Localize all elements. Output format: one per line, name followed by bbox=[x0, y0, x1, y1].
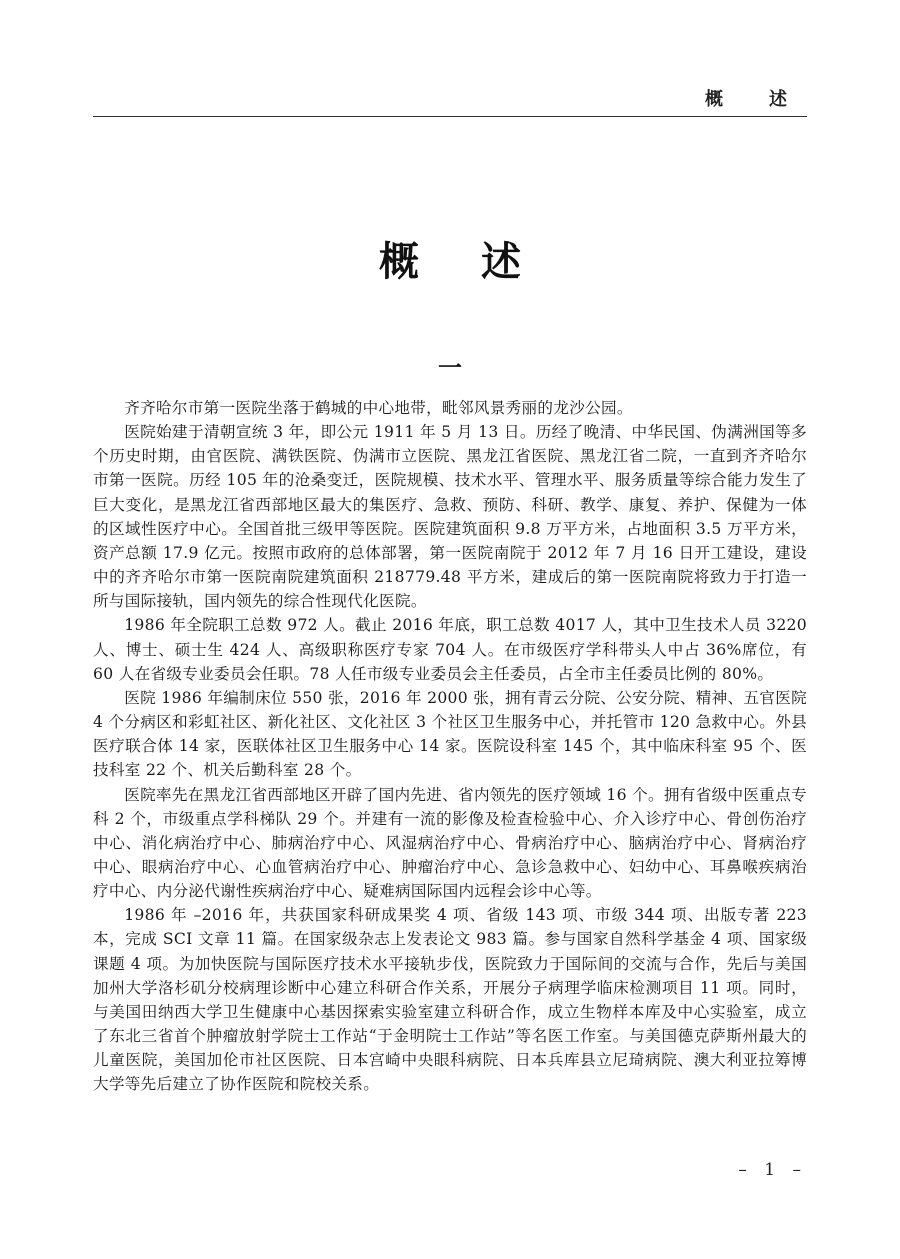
running-header-title: 概 述 bbox=[705, 89, 801, 110]
body-text bbox=[93, 396, 807, 1097]
chapter-title: 概述 bbox=[379, 239, 583, 285]
paragraph-research-cooperation: 1986 年 –2016 年，共获国家科研成果奖 4 项、省级 143 项、市级 344 项、出版专著 223 本，完成 SCI 文章 11 篇。在国家级杂志上发表论文 983 篇。参与国家自然科学基金 4 项、国家级课题 4 项。为加快医院与国际医疗技术水平接轨步伐，医院致力于国际间的交流与合作，先后与美国加州大学洛杉矶分校病理诊断中心建立科研合作关系，开展分子病理学临床检测项目 11 项。同时，与美国田纳西大学卫生健康中心基因探索实验室建立科研合作，成立生物样本库及中心实验室，成立了东北三省首个肿瘤放射学院士工作站“于金明院士工作站”等名医工作室。与美国德克萨斯州最大的儿童医院，美国加伦市社区医院、日本宫崎中央眼科病院、日本兵库县立尼琦病院、澳大利亚拉筹博大学等先后建立了协作医院和院校关系。 bbox=[93, 906, 807, 1094]
paragraph-medical-centers: 医院率先在黑龙江省西部地区开辟了国内先进、省内领先的医疗领域 16 个。拥有省级中医重点专科 2 个，市级重点学科梯队 29 个。并建有一流的影像及检查检验中心、介入诊疗中心、骨创伤治疗中心、消化病治疗中心、肺病治疗中心、风湿病治疗中心、骨病治疗中心、脑病治疗中心、肾病治疗中心、眼病治疗中心、心血管病治疗中心、肿瘤治疗中心、急诊急救中心、妇幼中心、耳鼻喉疾病治疗中心、内分泌代谢性疾病治疗中心、疑难病国际国内远程会诊中心等。 bbox=[93, 785, 807, 901]
paragraph-history: 医院始建于清朝宣统 3 年，即公元 1911 年 5 月 13 日。历经了晚清、中华民国、伪满洲国等多个历史时期，由官医院、满铁医院、伪满市立医院、黑龙江省医院、黑龙江省二院，一直到齐齐哈尔市第一医院。历经 105 年的沧桑变迁，医院规模、技术水平、管理水平、服务质量等综合能力发生了巨大变化，是黑龙江省西部地区最大的集医疗、急救、预防、科研、教学、康复、养护、保健为一体的区域性医疗中心。全国首批三级甲等医院。医院建筑面积 9.8 万平方米，占地面积 3.5 万平方米，资产总额 17.9 亿元。按照市政府的总体部署，第一医院南院于 2012 年 7 月 16 日开工建设，建设中的齐齐哈尔市第一医院南院建筑面积 218779.48 平方米，建成后的第一医院南院将致力于打造一所与国际接轨，国内领先的综合性现代化医院。 bbox=[93, 423, 807, 611]
page-number: – 1 – bbox=[738, 1160, 807, 1180]
section-number: 一 bbox=[438, 354, 462, 382]
paragraph-beds-departments: 医院 1986 年编制床位 550 张，2016 年 2000 张，拥有青云分院、公安分院、精神、五官医院 4 个分病区和彩虹社区、新化社区、文化社区 3 个社区卫生服务中心，并托管市 120 急救中心。外县医疗联合体 14 家，医联体社区卫生服务中心 14 家。医院设科室 145 个，其中临床科室 95 个、医技科室 22 个、机关后勤科室 28 个。 bbox=[93, 688, 808, 780]
paragraph-staff: 1986 年全院职工总数 972 人。截止 2016 年底，职工总数 4017 人，其中卫生技术人员 3220 人、博士、硕士生 424 人、高级职称医疗专家 704 人。在市级医疗学科带头人中占 36%席位，有 60 人在省级专业委员会任职。78 人任市级专业委员会主任委员，占全市主任委员比例的 80%。 bbox=[93, 616, 807, 683]
running-header bbox=[93, 88, 807, 117]
paragraph-location: 齐齐哈尔市第一医院坐落于鹤城的中心地带，毗邻风景秀丽的龙沙公园。 bbox=[124, 399, 633, 417]
